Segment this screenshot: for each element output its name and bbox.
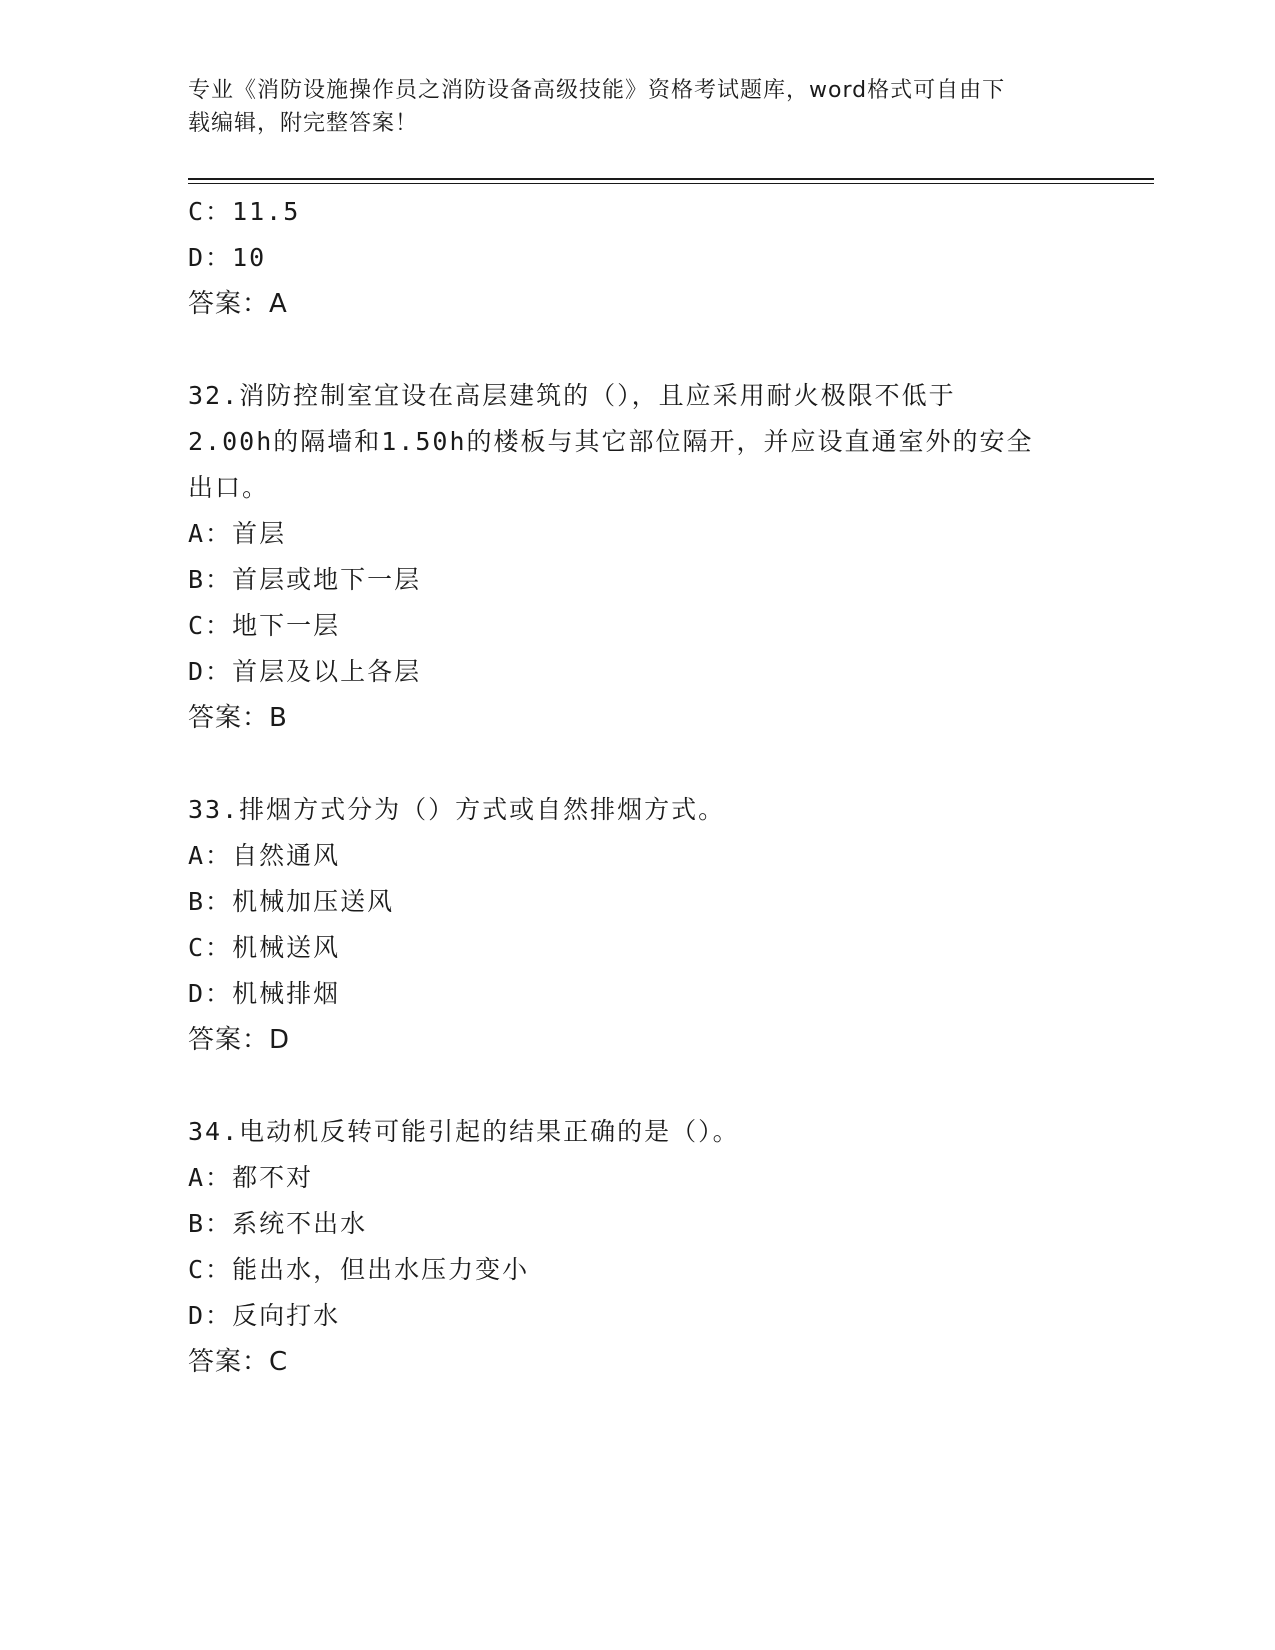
option-text: 能出水，但出水压力变小 [232, 1255, 530, 1284]
option-text: 系统不出水 [232, 1209, 368, 1238]
option-d [188, 235, 1088, 281]
option-text: 首层或地下一层 [232, 565, 422, 594]
option-label: A： [188, 519, 233, 548]
option-text: 都不对 [232, 1163, 314, 1192]
question-text-line: 33.排烟方式分为（）方式或自然排烟方式。 [188, 795, 726, 824]
question-34 [188, 1109, 1088, 1385]
header-line-1: 专业《消防设施操作员之消防设备高级技能》资格考试题库，word格式可自由下 [188, 78, 1006, 103]
header-rule-thin [188, 183, 1154, 184]
option-label: B： [188, 887, 233, 916]
question-text-line: 34.电动机反转可能引起的结果正确的是（）。 [188, 1117, 740, 1146]
option-text: 首层 [232, 519, 287, 548]
option-c [188, 925, 1088, 971]
option-c [188, 603, 1088, 649]
option-a [188, 1155, 1088, 1201]
option-b [188, 1201, 1088, 1247]
question-content [188, 189, 1088, 1385]
header-rule-thick [188, 178, 1154, 180]
option-a [188, 833, 1088, 879]
spacer [188, 1063, 1088, 1109]
question-text-line: 2.00h的隔墙和1.50h的楼板与其它部位隔开，并应设直通室外的安全 [188, 427, 1034, 456]
question-text-line: 出口。 [188, 473, 270, 502]
option-text: 反向打水 [232, 1301, 341, 1330]
option-label: D： [188, 1301, 233, 1330]
option-text: 机械送风 [232, 933, 341, 962]
header-line-2: 载编辑，附完整答案！ [188, 111, 419, 136]
option-text: 11.5 [232, 197, 301, 226]
option-label: A： [188, 841, 233, 870]
option-text: 机械排烟 [232, 979, 341, 1008]
option-b [188, 879, 1088, 925]
option-text: 机械加压送风 [232, 887, 395, 916]
option-label: B： [188, 565, 233, 594]
option-text: 自然通风 [232, 841, 341, 870]
answer-line: 答案：D [188, 1025, 291, 1055]
option-text: 10 [232, 243, 267, 272]
option-c [188, 189, 1088, 235]
option-label: C： [188, 611, 233, 640]
option-label: D： [188, 657, 233, 686]
answer-line: 答案：A [188, 289, 288, 319]
option-label: C： [188, 1255, 233, 1284]
option-d [188, 971, 1088, 1017]
question-text-line: 32.消防控制室宜设在高层建筑的（），且应采用耐火极限不低于 [188, 381, 956, 410]
option-b [188, 557, 1088, 603]
answer-line: 答案：C [188, 1347, 289, 1377]
spacer [188, 327, 1088, 373]
option-a [188, 511, 1088, 557]
question-32 [188, 373, 1088, 741]
document-header [188, 74, 1088, 140]
option-label: A： [188, 1163, 233, 1192]
option-label: D： [188, 243, 233, 272]
option-text: 首层及以上各层 [232, 657, 422, 686]
option-c [188, 1247, 1088, 1293]
option-label: B： [188, 1209, 233, 1238]
question-33 [188, 787, 1088, 1063]
answer-line: 答案：B [188, 703, 288, 733]
option-d [188, 649, 1088, 695]
option-label: C： [188, 197, 233, 226]
option-d [188, 1293, 1088, 1339]
option-text: 地下一层 [232, 611, 341, 640]
option-label: D： [188, 979, 233, 1008]
option-label: C： [188, 933, 233, 962]
spacer [188, 741, 1088, 787]
prev-question-block [188, 189, 1088, 327]
